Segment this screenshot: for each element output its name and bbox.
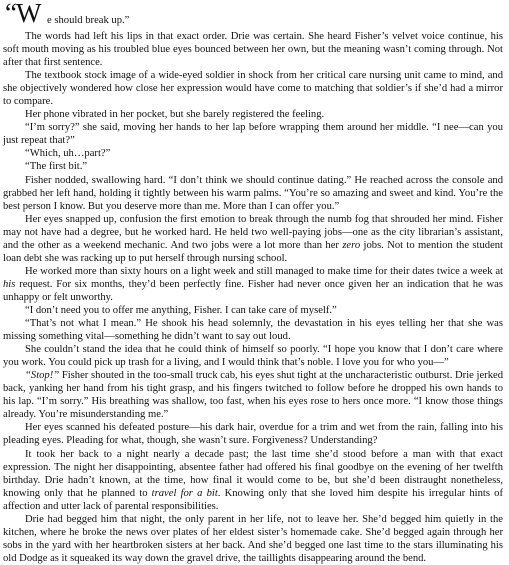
paragraph <box>3 160 503 173</box>
opening-line-text: e should break up.” <box>47 15 130 26</box>
paragraph <box>3 30 503 69</box>
paragraph-text: request. For six months, they’d been perfectly fine. Fisher had never once given her an indication that he was unhappy or felt unworthy. <box>3 278 503 303</box>
body-text <box>3 30 503 565</box>
paragraph-text: Her eyes scanned his defeated posture—his dark hair, overdue for a trim and wet from the rain, falling into his pleading eyes. Pleading for what, though, she wasn’t sure. Forgiveness? Understanding? <box>3 422 503 447</box>
chapter-opening-line <box>3 0 503 30</box>
italic-text: his <box>3 278 16 290</box>
paragraph-text: Her eyes snapped up, confusion the first emotion to break through the numb fog that shrouded her mind. Fisher may not have had a degree, but he worked hard. He held two well-paying jobs—one as the city librarian’s assistant, and the other as a weekend mechanic. And two jobs were a lot more than her <box>3 213 503 251</box>
paragraph-text: It took her back to a night nearly a decade past; the last time she’d stood before a man with that exact expression. The night her disappointing, absentee father had offered his final goodbye on the evening of her twelfth birthday. Drie hadn’t known, at the time, how final it would come to be, but she’d been distraught nonetheless, knowing only that he planned to <box>3 448 503 499</box>
paragraph <box>3 343 503 369</box>
paragraph <box>3 213 503 265</box>
italic-text: zero <box>342 239 361 251</box>
paragraph-text: Fisher nodded, swallowing hard. “I don’t think we should continue dating.” He reached across the console and grabbed her left hand, holding it tightly between his warm palms. “You’re so amazing and sweet and kind. You’re the best person I know. But you deserve more than me. More than I can offer you.” <box>3 174 503 212</box>
paragraph <box>3 421 503 447</box>
paragraph-text: . Knowing only that she loved him despite his irregular hints of affection and utter lack of parental responsibilities. <box>3 487 503 512</box>
paragraph-text: “Which, uh…part?” <box>25 148 111 160</box>
paragraph-text: The words had left his lips in that exact order. Drie was certain. She heard Fisher’s velvet voice continue, his soft mouth moving as his troubled blue eyes bounced between her own, but the meaning wasn’t coming through. Not after that first sentence. <box>3 31 503 69</box>
paragraph-text: jobs. Not to mention the student loan debt she was racking up to put herself through nursing school. <box>3 239 504 264</box>
paragraph-text: Her phone vibrated in her pocket, but she barely registered the feeling. <box>25 109 325 121</box>
paragraph-text: Fisher shouted in the too-small truck cab, his eyes shut tight at the uncharacteristic outburst. Drie jerked back, yanking her hand from his tight grasp, and his fingers twitched to follow before he dropped his own hands to his lap. “I’m sorry.” His breathing was shallow, too fast, when his eyes rose to hers once more. “I know those things already. You’re misunderstanding me.” <box>3 370 503 421</box>
drop-cap: “W <box>5 0 41 28</box>
paragraph-text: He worked more than sixty hours on a light week and still managed to make time for their dates twice a week at <box>25 265 503 277</box>
paragraph <box>3 304 503 317</box>
paragraph <box>3 317 503 343</box>
paragraph <box>3 108 503 121</box>
paragraph-text: She couldn’t stand the idea that he could think of himself so poorly. “I hope you know that I don’t care where you work. You could pick up trash for a living, and I would think that’s noble. I love you for who you—” <box>3 344 503 369</box>
paragraph-text: “The first bit.” <box>25 161 88 173</box>
paragraph <box>3 369 503 421</box>
paragraph-text: “That’s not what I mean.” He shook his head solemnly, the devastation in his eyes telling her that she was missing something vital—something he didn’t want to say out loud. <box>3 318 503 343</box>
paragraph-text: The textbook stock image of a wide-eyed soldier in shock from her critical care nursing unit came to mind, and she objectively wondered how close her expression would have come to matching that soldier’s if she’d had a mirror to compare. <box>3 70 503 108</box>
paragraph <box>3 513 503 565</box>
paragraph <box>3 174 503 213</box>
italic-text: “Stop!” <box>25 370 60 382</box>
paragraph-text: Drie had begged him that night, the only parent in her life, not to leave her. She’d begged him quietly in the kitchen, where he broke the news over plates of her eldest sister’s homemade cake. She’d begged again through her sobs in the yard with her heartbroken sisters at her back. And she’d begged one last time to the stars illuminating his old Dodge as it squeaked its way down the gravel drive, the taillights disappearing around the bend. <box>3 513 503 564</box>
paragraph <box>3 147 503 160</box>
paragraph <box>3 265 503 304</box>
italic-text: travel for a bit <box>151 487 218 499</box>
paragraph <box>3 448 503 513</box>
paragraph <box>3 121 503 147</box>
paragraph-text: “I don’t need you to offer me anything, Fisher. I can take care of myself.” <box>25 304 337 316</box>
paragraph-text: “I’m sorry?” she said, moving her hands to her lap before wrapping them around her middle. “I nee—can you just repeat that?” <box>3 122 503 147</box>
paragraph <box>3 69 503 108</box>
